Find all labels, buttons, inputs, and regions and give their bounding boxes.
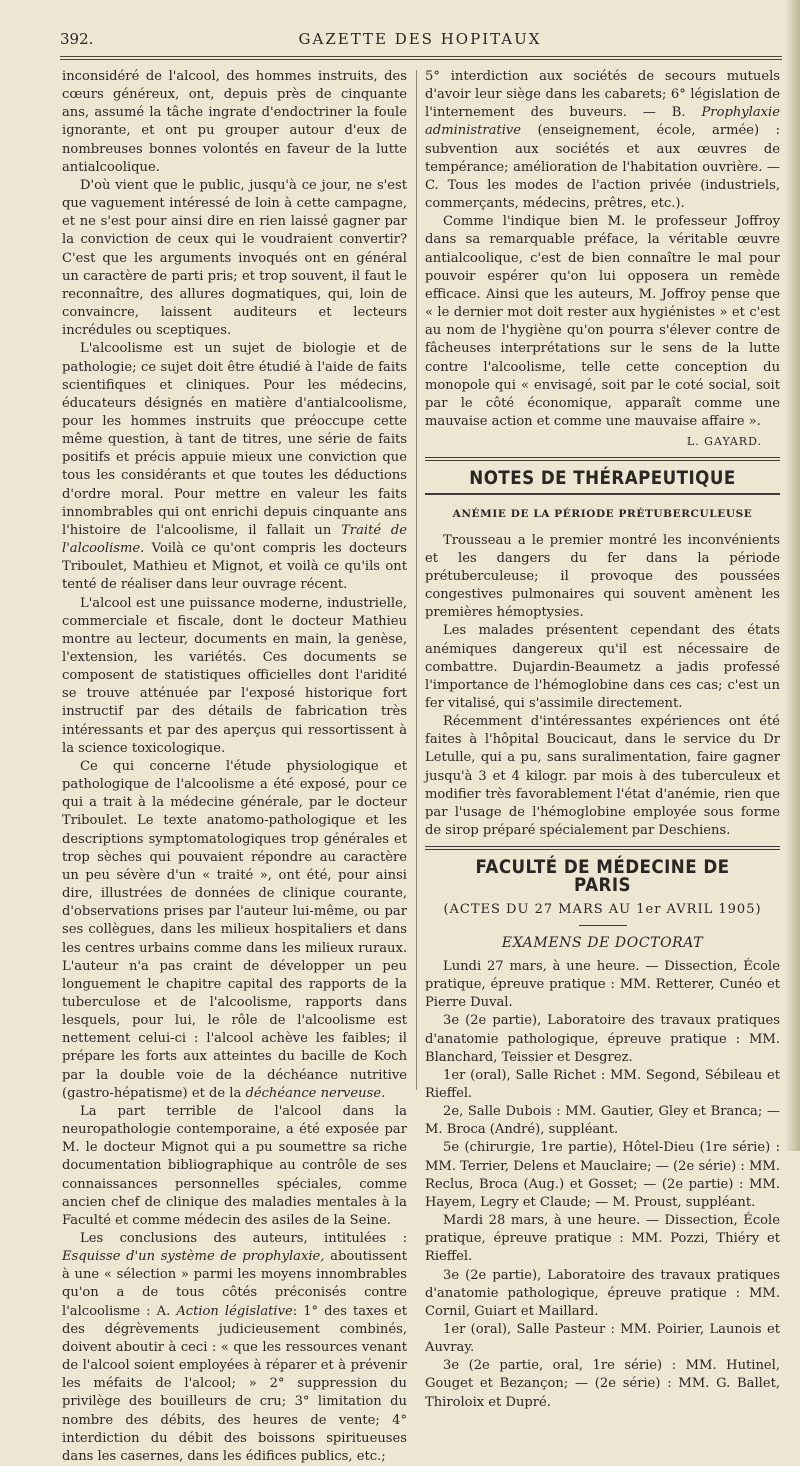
header-rule-second [60, 59, 782, 60]
emphasis: Prophylaxie administrative [425, 105, 780, 139]
book-title: Traité de l'alcoolisme. [62, 522, 407, 557]
author-signature: L. GAYARD. [686, 435, 762, 449]
paragraph [62, 1230, 407, 1466]
paragraph-text: Voilà ce qu'ont compris les docteurs Triboulet, Mathieu et Mignot, et voilà ce qu'ils ont tenté de réaliser dans leur ouvrage récent. [62, 541, 408, 593]
left-column [62, 68, 407, 1466]
paragraph-text: 5° interdiction aux sociétés de secours mutuels d'avoir leur siège dans les cabarets; 6° législation de l'internement des buveurs. — B. [425, 69, 780, 121]
exam-entry: Mardi 28 mars, à une heure. — Dissection, École pratique, épreuve pratique : MM. Pozzi, Thiéry et Rieffel. [425, 1213, 780, 1265]
section-rule [425, 457, 780, 461]
paragraph-text: aboutissent à une « sélection » parmi les moyens innombrables qu'on a de tous côtés préconisés contre l'alcoolisme : A. [62, 1249, 407, 1319]
paragraph-text: : 1° des taxes et des dégrèvements judicieusement combinés, doivent aboutir à ceci : « que les ressources venant de l'alcool soient employées à réparer et à prévenir les méfaits de l'alcool; » 2° suppression du privilège des bouilleurs de cru; 3° limitation du nombre des débits, des heures de vente; 4° interdiction du débit des boissons spiritueuses dans les casernes, dans les édifices publics, etc.; [62, 1303, 407, 1464]
emphasis: Action législative [176, 1303, 293, 1319]
paragraph-text: Ce qui concerne l'étude physiologique et pathologique de l'alcoolisme a été exposé, pour ce qui a trait à la médecine générale, par le docteur Triboulet. Le texte anatomo-pathologique et les descriptions symptomatologiques trop générales et trop sèches qui pouvaient répondre au caractère un peu sévère d'un « traité », ont été, pour ainsi dire, illustrées de données de clinique courante, d'observations prises par l'auteur lui-même, ou par ses collègues, dans les milieux hospitaliers et dans les centres urbains comme dans les milieux ruraux. L'auteur n'a pas craint de développer un peu longuement le chapitre capital des rapports de la tuberculose et de l'alcoolisme, rapports dans lesquels, pour lui, le rôle de l'alcoolisme est nettement celui-ci : l'alcool achève les faibles; il prépare les forts aux atteintes du bacille de Koch par la double voie de la déchéance nutritive (gastro-hépatisme) et de la [62, 758, 407, 1101]
paragraph: D'où vient que le public, jusqu'à ce jour, ne s'est que vaguement intéressé de loin à cette campagne, et ne s'est pour ainsi dire en rien laissé gagner par la conviction de ceux qui le voudraient convertir? C'est que les arguments invoqués ont en général un caractère de parti pris; et trop souvent, il faut le reconnaître, des allures dogmatiques, qui, loin de convaincre, laissent auditeurs et lecteurs incrédules ou sceptiques. [62, 177, 407, 339]
paragraph [62, 758, 407, 1103]
header-rule [60, 56, 782, 57]
section-title: NOTES DE THÉRAPEUTIQUE [469, 467, 736, 490]
exam-entry: 1er (oral), Salle Pasteur : MM. Poirier, Launois et Auvray. [425, 1322, 780, 1356]
right-column [425, 68, 780, 1412]
running-title: GAZETTE DES HOPITAUX [298, 30, 542, 48]
page-header [60, 30, 780, 56]
exam-entry: 3e (2e partie, oral, 1re série) : MM. Hutinel, Gouget et Bezançon; — (2e série) : MM. G. Ballet, Thiroloix et Dupré. [425, 1358, 780, 1410]
paragraph: Trousseau a le premier montré les inconvénients et les dangers du fer dans la période prétuberculeuse; il provoque des poussées congestives pulmonaires qui souvent amènent les premières hémoptysies. [425, 532, 780, 621]
paragraph: Les malades présentent cependant des états anémiques dangereux qu'il est nécessaire de combattre. Dujardin-Beaumetz a jadis professé l'importance de l'hémoglobine dans ces cas; c'est un fer vitalisé, qui s'assimile directement. [425, 623, 780, 711]
page-edge [786, 0, 800, 1151]
exam-entry: 5e (chirurgie, 1re partie), Hôtel-Dieu (1re série) : MM. Terrier, Delens et Mauclaire; — (2e série) : MM. Reclus, Broca (Aug.) et Gosset; — (2e partie) : MM. Hayem, Legry et Claude; — M. Proust, suppléant. [425, 1140, 780, 1210]
exam-entry: 2e, Salle Dubois : MM. Gautier, Gley et Branca; — M. Broca (André), suppléant. [425, 1104, 780, 1138]
paragraph [425, 68, 780, 213]
short-rule [579, 925, 627, 926]
exam-entry: 3e (2e partie), Laboratoire des travaux pratiques d'anatomie pathologique, épreuve pratique : MM. Cornil, Guiart et Maillard. [425, 1267, 780, 1319]
paragraph: Comme l'indique bien M. le professeur Joffroy dans sa remarquable préface, la véritable œuvre antialcoolique, c'est de bien connaître le mal pour pouvoir espérer qu'on lui opposera un remède efficace. Ainsi que les auteurs, M. Joffroy pense que « le dernier mot doit rester aux hygiénistes » et c'est au nom de l'hygiène qu'on pourra s'élever contre de fâcheuses interprétations sur le sens de la lutte contre l'alcoolisme, telle cette conception du monopole qui « envisagé, soit par le coté social, soit par le côté économique, apparaît comme une mauvaise action et comme une mauvaise affaire ». [425, 214, 780, 429]
paragraph-text: Les conclusions des auteurs, intitulées : [80, 1231, 407, 1246]
dates-line: (ACTES DU 27 MARS AU 1er AVRIL 1905) [443, 901, 762, 917]
paragraph: La part terrible de l'alcool dans la neuropathologie contemporaine, a été exposée par M. le docteur Mignot qui a pu soumettre sa riche documentation bibliographique au contrôle de ses connaissances personnelles spéciales, comme ancien chef de clinique des maladies mentales à la Faculté et comme médecin des asiles de la Seine. [62, 1103, 407, 1228]
exam-entry: 1er (oral), Salle Richet : MM. Segond, Sébileau et Rieffel. [425, 1067, 780, 1101]
exam-entry: Lundi 27 mars, à une heure. — Dissection, École pratique, épreuve pratique : MM. Retterer, Cunéo et Pierre Duval. [425, 958, 780, 1011]
column-divider [416, 70, 417, 1090]
page-number: 392. [60, 30, 94, 48]
paragraph: L'alcool est une puissance moderne, industrielle, commerciale et fiscale, dont le docteur Mathieu montre au lecteur, documents en main, la genèse, l'extension, les variétés. Ces documents se composent de statistiques officielles dont l'aridité se trouve atténuée par l'exposé historique fort instructif par des détails de fabrication très intéressants et par des aperçus qui ressortissent à la science toxicologique. [62, 595, 407, 756]
exam-entry: 3e (2e partie), Laboratoire des travaux pratiques d'anatomie pathologique, épreuve pratique : MM. Blanchard, Teissier et Desgrez. [425, 1013, 780, 1065]
paragraph: inconsidéré de l'alcool, des hommes instruits, des cœurs généreux, ont, depuis près de cinquante ans, assumé la tâche ingrate d'endoctriner la foule ignorante, et ont pu grouper autour d'eux de nombreuses bonnes volontés en faveur de la lutte antialcoolique. [62, 69, 407, 175]
exams-heading: EXAMENS DE DOCTORAT [501, 934, 704, 951]
section-title: FACULTÉ DE MÉDECINE DE PARIS [475, 856, 730, 897]
paragraph-text: L'alcoolisme est un sujet de biologie et de pathologie; ce sujet doit être étudié à l'aide de faits scientifiques et cliniques. Pour les médecins, éducateurs désignés en matière d'antialcoolisme, pour les hommes instruits que préoccupe cette même question, à tant de titres, une série de faits positifs et précis appuie mieux une conviction que tous les considérants et que toutes les déductions d'ordre moral. Pour mettre en valeur les faits innombrables qui ont enrichi depuis cinquante ans l'histoire de l'alcoolisme, il fallait un [62, 341, 407, 538]
emphasis: Esquisse d'un système de prophylaxie, [62, 1249, 325, 1265]
section-rule [425, 493, 780, 495]
paragraph [62, 340, 407, 594]
section-rule [425, 846, 780, 850]
paragraph-text: (enseignement, école, armée) : subvention aux sociétés et aux œuvres de tempérance; amélioration de l'habitation ouvrière. — C. Tous les modes de l'action privée (industriels, commerçants, médecins, prêtres, etc.). [425, 123, 780, 212]
paragraph: Récemment d'intéressantes expériences ont été faites à l'hôpital Boucicaut, dans le service du Dr Letulle, qui a pu, sans suralimentation, faire gagner jusqu'à 3 et 4 kilogr. par mois à des tuberculeux et modifier très favorablement l'état d'anémie, rien que par l'usage de l'hémoglobine employée sous forme de sirop préparé spécialement par Deschiens. [425, 714, 780, 839]
emphasis: déchéance nerveuse. [245, 1085, 386, 1101]
article-subtitle: ANÉMIE DE LA PÉRIODE PRÉTUBERCULEUSE [452, 508, 753, 521]
